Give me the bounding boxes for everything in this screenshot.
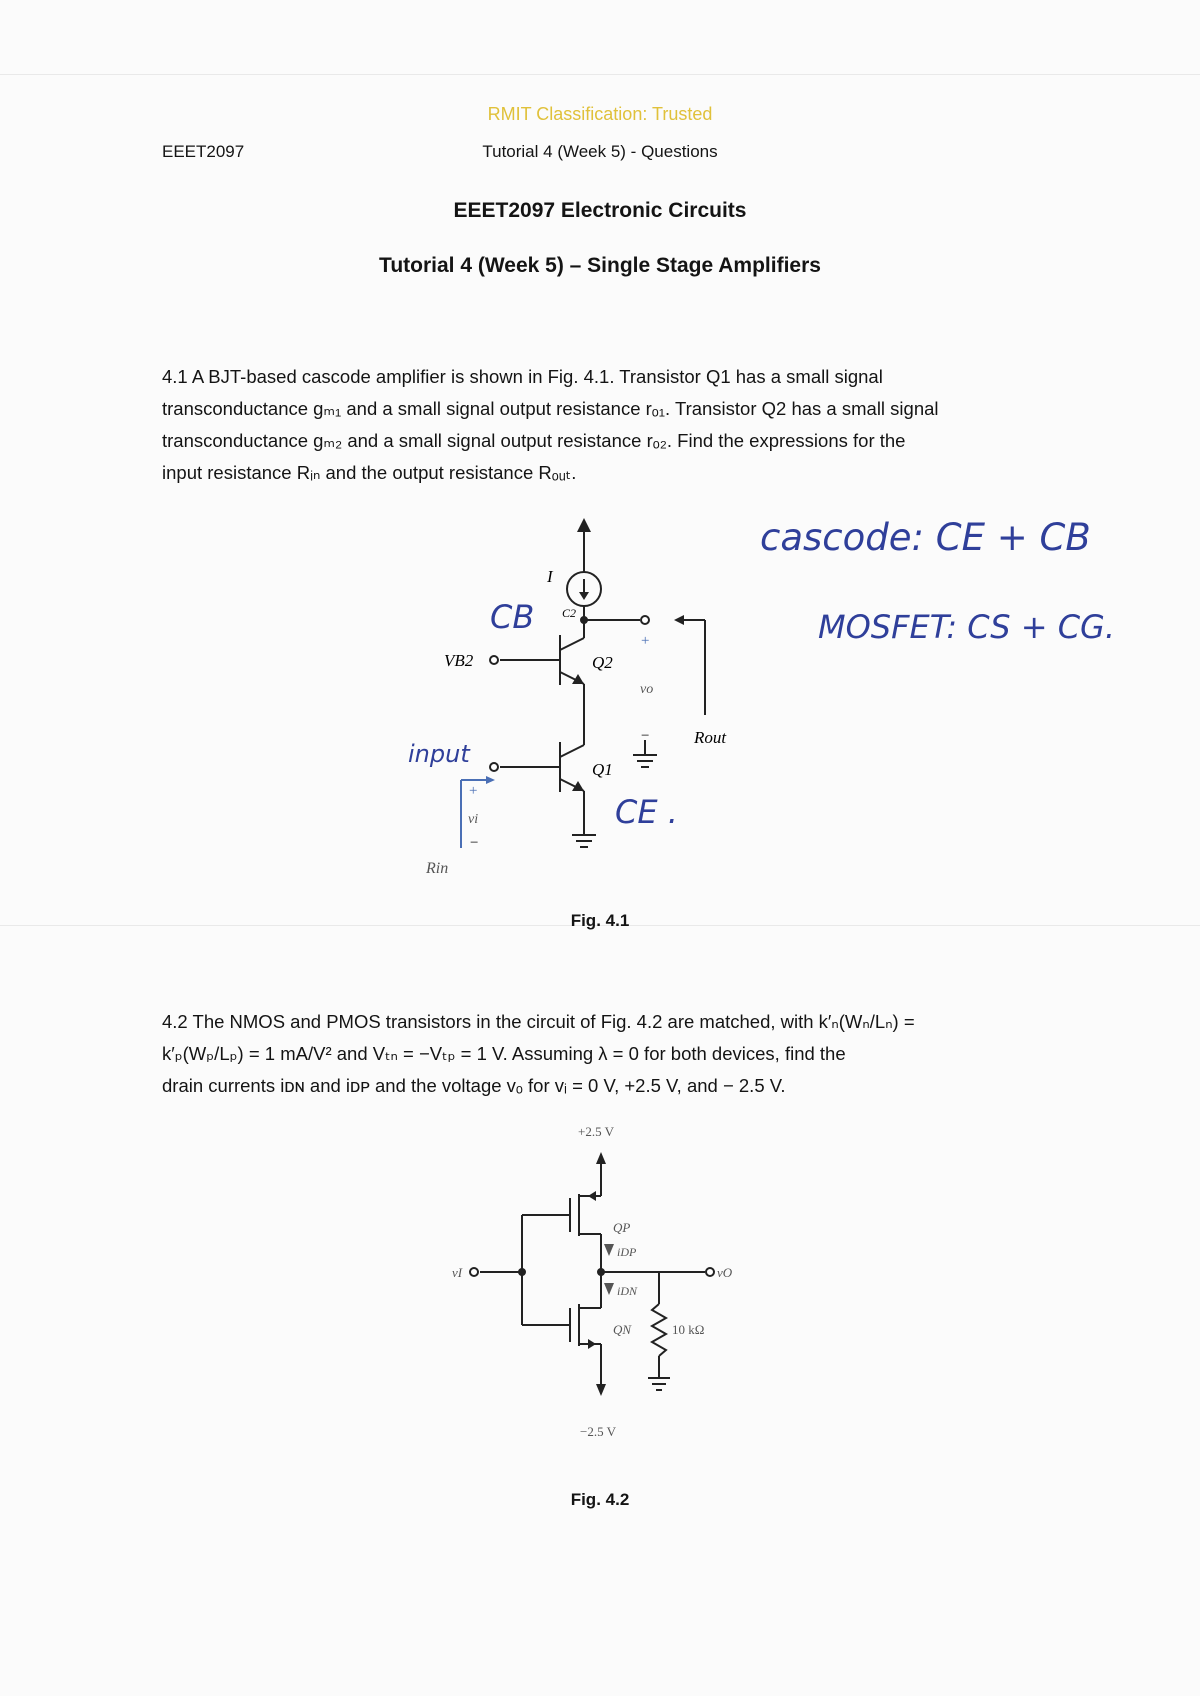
vb2-label: VB2 [444,651,474,670]
output-minus-sign: − [641,728,650,744]
resistor-label: 10 kΩ [672,1322,705,1337]
question-line: drain currents iᴅɴ and iᴅᴘ and the voltage vₒ for vᵢ = 0 V, +2.5 V, and − 2.5 V. [162,1075,786,1096]
question-line: transconductance gₘ₁ and a small signal output resistance rₒ₁. Transistor Q2 has a small signal [162,398,939,419]
handwritten-note-mosfet: MOSFET: CS + CG. [818,608,1116,646]
rin-label: Rin [426,860,449,877]
question-4-1 [162,361,1062,489]
course-title: EEET2097 Electronic Circuits [453,199,747,222]
tutorial-subtitle: Tutorial 4 (Week 5) - Questions [482,142,718,161]
course-code: EEET2097 [162,142,245,161]
figure-4-2-caption: Fig. 4.2 [570,1490,630,1509]
question-line: input resistance Rᵢₙ and the output resistance Rₒᵤₜ. [162,462,577,483]
input-plus-sign: + [469,783,478,799]
idn-label: iDN [617,1284,638,1298]
qn-label: QN [613,1322,632,1337]
tutorial-title: Tutorial 4 (Week 5) – Single Stage Amplifiers [379,254,821,277]
question-line: 4.2 The NMOS and PMOS transistors in the circuit of Fig. 4.2 are matched, with k′ₙ(Wₙ/Lₙ) = [162,1011,915,1032]
question-line: transconductance gₘ₂ and a small signal output resistance rₒ₂. Find the expressions for the [162,430,906,451]
classification-label: RMIT Classification: Trusted [487,104,713,124]
vi-label: vi [468,812,479,827]
idp-label: iDP [617,1245,637,1259]
vss-label: −2.5 V [580,1424,616,1439]
figure-4-1 [0,500,1200,900]
output-plus-sign: + [641,633,650,649]
collector-node-label: C2 [562,606,577,620]
handwritten-note-cascode: cascode: CE + CB [760,516,1091,559]
q2-label: Q2 [592,653,613,672]
vi-input-label: vI [452,1265,463,1280]
vo-output-label: vO [717,1265,733,1280]
question-4-2 [162,1006,1062,1102]
handwritten-note-cb: CB [490,598,535,636]
scan-line [0,74,1200,75]
q1-label: Q1 [592,760,613,779]
handwritten-note-ce: CE . [615,793,678,831]
qp-label: QP [613,1220,631,1235]
rout-label: Rout [694,728,727,747]
vo-label: vo [640,682,654,697]
handwritten-note-input: input [408,740,470,768]
question-line: 4.1 A BJT-based cascode amplifier is shown in Fig. 4.1. Transistor Q1 has a small signal [162,366,883,387]
input-minus-sign: − [470,835,479,851]
vdd-label: +2.5 V [578,1124,614,1139]
question-line: k′ₚ(Wₚ/Lₚ) = 1 mA/V² and Vₜₙ = −Vₜₚ = 1 V. Assuming λ = 0 for both devices, find the [162,1043,846,1064]
figure-4-2 [0,1110,1200,1450]
figure-4-1-caption: Fig. 4.1 [570,911,630,930]
current-source-label: I [547,567,553,586]
